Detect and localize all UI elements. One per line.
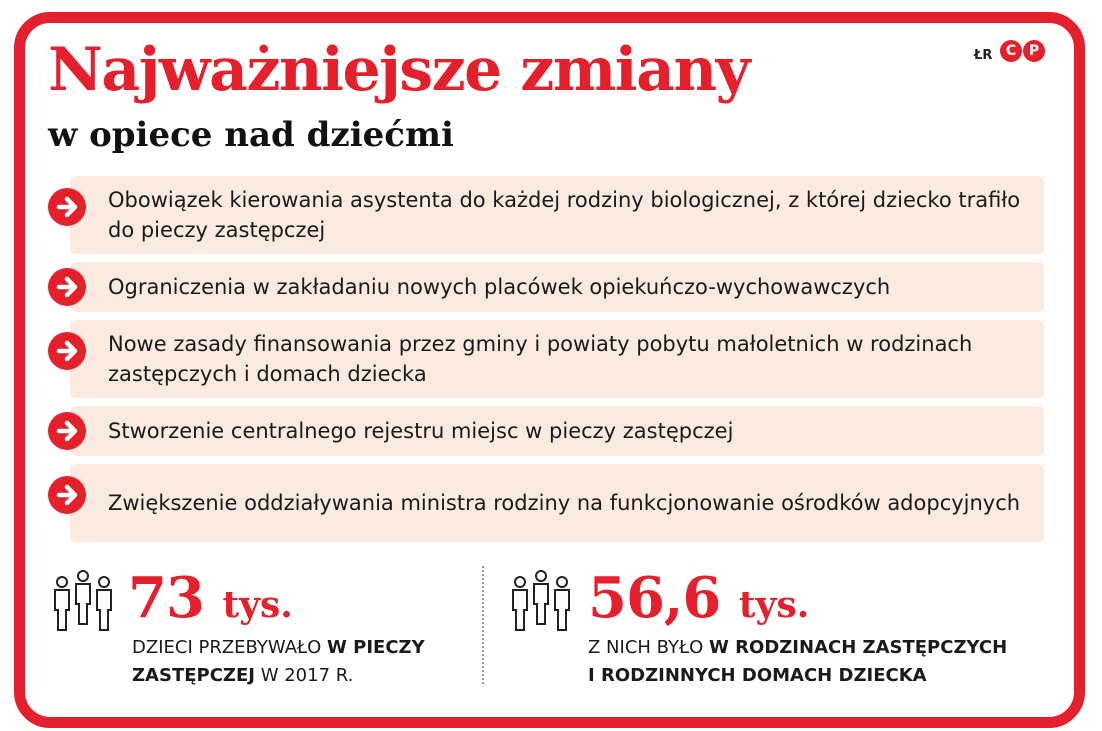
logo-letter-p: P bbox=[1023, 40, 1045, 62]
stat-desc-bold: ZASTĘPCZEJ bbox=[132, 665, 255, 686]
list-item-box bbox=[70, 320, 1044, 398]
stat-value: 56,6 bbox=[588, 565, 721, 631]
people-group-icon bbox=[46, 568, 120, 636]
logo-letter-c: C bbox=[1000, 40, 1022, 62]
list-item-box bbox=[70, 176, 1044, 254]
list-item bbox=[48, 320, 1044, 398]
list-item-box bbox=[70, 464, 1044, 542]
arrow-right-icon bbox=[48, 268, 86, 306]
list-item-box bbox=[70, 262, 1044, 312]
arrow-right-icon bbox=[48, 332, 86, 370]
list-item-text: Obowiązek kierowania asystenta do każdej rodziny biologicznej, z której dziecko trafiło do pieczy zastępczej bbox=[108, 188, 1021, 242]
arrow-right-icon bbox=[48, 476, 86, 514]
list-item bbox=[48, 176, 1044, 254]
list-item-box bbox=[70, 406, 1044, 456]
list-item bbox=[48, 262, 1044, 312]
stat-desc-text: DZIECI PRZEBYWAŁO bbox=[132, 637, 328, 658]
page-title: Najważniejsze zmiany bbox=[48, 35, 749, 105]
stat-unit: tys. bbox=[222, 584, 293, 626]
stat-desc-bold: W RODZINACH ZASTĘPCZYCH bbox=[709, 637, 1008, 658]
stat-value: 73 bbox=[128, 565, 204, 631]
stat-unit: tys. bbox=[738, 584, 810, 626]
publisher-logo bbox=[1000, 40, 1045, 62]
list-item-text: Nowe zasady finansowania przez gminy i powiaty pobytu małoletnich w rodzinach zastępczych i domach dziecka bbox=[108, 332, 973, 386]
stat-desc-text: W 2017 R. bbox=[254, 665, 354, 686]
list-item bbox=[48, 464, 1044, 542]
stat-description bbox=[132, 634, 425, 690]
list-item-text: Zwiększenie oddziaływania ministra rodziny na funkcjonowanie ośrodków adopcyjnych bbox=[108, 491, 1021, 515]
stat-desc-bold: W PIECZY bbox=[327, 637, 425, 658]
stat-desc-bold: I RODZINNYCH DOMACH DZIECKA bbox=[588, 665, 927, 686]
page-subtitle: w opiece nad dziećmi bbox=[48, 115, 454, 155]
arrow-right-icon bbox=[48, 412, 86, 450]
stats-divider bbox=[482, 566, 484, 684]
stat-description bbox=[588, 634, 1007, 690]
stat-desc-text: Z NICH BYŁO bbox=[588, 637, 710, 658]
author-credit: ŁR bbox=[974, 48, 993, 63]
people-group-icon bbox=[504, 568, 578, 636]
list-item-text: Ograniczenia w zakładaniu nowych placówek opiekuńczo-wychowawczych bbox=[108, 275, 891, 299]
arrow-right-icon bbox=[48, 188, 86, 226]
stat-number bbox=[588, 566, 809, 637]
changes-list bbox=[48, 176, 1044, 550]
list-item-text: Stworzenie centralnego rejestru miejsc w pieczy zastępczej bbox=[108, 419, 734, 443]
stat-number bbox=[128, 566, 293, 637]
list-item bbox=[48, 406, 1044, 456]
